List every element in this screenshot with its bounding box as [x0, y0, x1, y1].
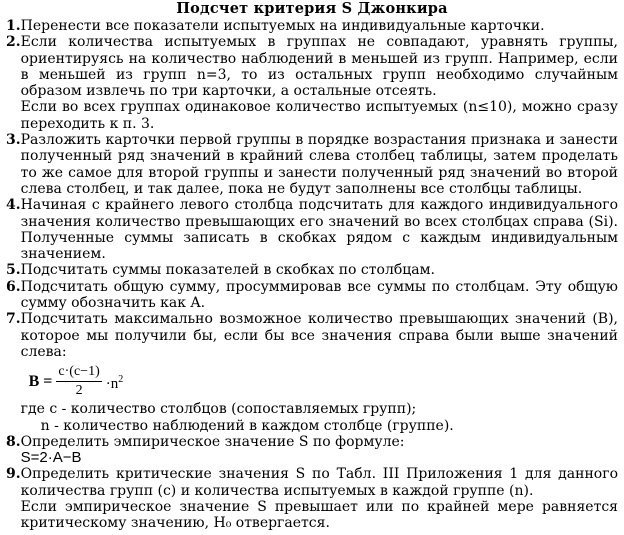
- item-text: Разложить карточки первой группы в порядке возрастания признака и занести полученный ряд значений в крайний слева столбец таблицы, затем проделать то же самое для второй группы и занести полученный ряд значений во второй слева столбец, и так далее, пока не будут заполнены все столбцы таблицы.: [20, 132, 618, 197]
- where-line: n - количество наблюдений в каждом столбце (группе).: [40, 417, 454, 434]
- item-number: 2.: [6, 34, 21, 51]
- where-line: где c - количество столбцов (сопоставляемых групп);: [20, 401, 417, 418]
- page-title: Подсчет критерия S Джонкира: [176, 0, 448, 17]
- formula-s: S=2·A−B: [20, 449, 82, 467]
- item-number: 6.: [6, 278, 21, 295]
- list-item: [6, 34, 618, 132]
- list-item: [6, 132, 618, 197]
- formula-denominator: 2: [75, 383, 83, 399]
- item-text: Определить критические значения S по Табл. III Приложения 1 для данного количества групп (c) и количества испытуемых в каждой группе (n).: [20, 466, 618, 499]
- item-number: 4.: [6, 197, 21, 214]
- item-text: Начиная с крайнего левого столбца подсчитать для каждого индивидуального значения количество превышающих его значений во всех столбцах справа (Si). Полученные суммы записать в скобках рядом с каждым индивидуальным значением.: [20, 197, 618, 263]
- item-number: 3.: [6, 132, 21, 149]
- item-text: Если эмпирическое значение S превышает или по крайней мере равняется критическому значению, H₀ отвергается.: [20, 499, 618, 532]
- list-item: [6, 434, 618, 467]
- item-number: 9.: [6, 466, 21, 483]
- item-text: Подсчитать суммы показателей в скобках по столбцам.: [20, 262, 435, 279]
- item-number: 7.: [6, 311, 21, 328]
- item-text: Подсчитать максимально возможное количество превышающих значений (B), которое мы получили бы, если бы все значения справа были выше значений слева:: [20, 311, 618, 360]
- formula-b: [21, 360, 618, 401]
- list-item: [6, 197, 618, 262]
- list-item: [6, 262, 618, 278]
- item-text: Подсчитать общую сумму, просуммировав все суммы по столбцам. Эту общую сумму обозначить как A.: [20, 278, 618, 312]
- list-item: [6, 311, 618, 433]
- formula-numerator: c·(c−1): [56, 364, 101, 382]
- item-text: Перенести все показатели испытуемых на индивидуальные карточки.: [20, 18, 545, 34]
- item-text: Определить эмпирическое значение S по формуле:: [20, 433, 405, 450]
- formula-lhs: B =: [28, 372, 53, 390]
- formula-exponent: 2: [118, 373, 124, 385]
- list-item: [6, 466, 618, 531]
- item-number: 8.: [6, 433, 21, 450]
- item-text: Если во всех группах одинаковое количество испытуемых (n≤10), можно сразу переходить к п. 3.: [20, 99, 618, 132]
- item-text: Если количества испытуемых в группах не совпадают, уравнять группы, ориентируясь на количество наблюдений в меньшей из групп. Например, если в меньшей из групп n=3, то из остальных групп необходимо случайным образом извлечь по три карточки, а остальные отсеять.: [20, 34, 618, 100]
- item-number: 5.: [6, 262, 21, 279]
- formula-rest: $\cdot n^2$: [105, 373, 124, 392]
- item-number: 1.: [6, 18, 21, 34]
- list-item: [6, 279, 618, 312]
- list-item: [6, 18, 618, 34]
- formula-fraction: [56, 364, 101, 399]
